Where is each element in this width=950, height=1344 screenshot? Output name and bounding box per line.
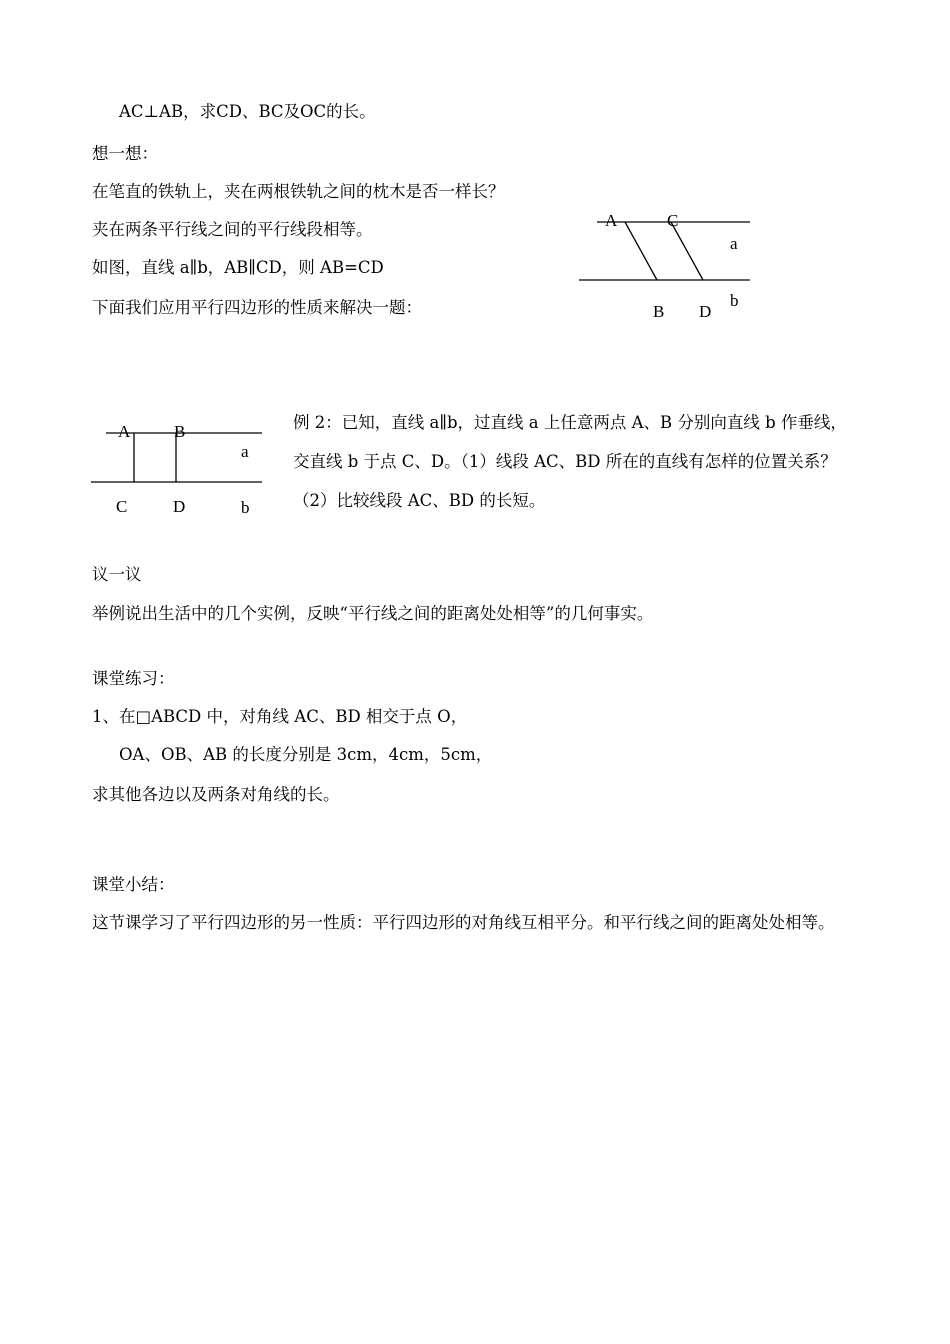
practice-item-1: 1、在□ABCD 中，对角线 AC、BD 相交于点 O， <box>92 707 468 726</box>
think-question: 在笔直的铁轨上，夹在两根铁轨之间的枕木是否一样长？ <box>92 182 505 201</box>
fig2-label-B: B <box>174 422 186 441</box>
figure-perpendicular-segments <box>88 415 268 525</box>
fig2-label-A: A <box>118 422 131 441</box>
discuss-heading: 议一议 <box>92 565 142 584</box>
figure-statement: 如图，直线 a∥b，AB∥CD，则 AB=CD <box>92 258 384 277</box>
fig1-label-C: C <box>667 211 679 230</box>
summary-text: 这节课学习了平行四边形的另一性质：平行四边形的对角线互相平分。和平行线之间的距离处处相等。 <box>92 913 835 932</box>
fig1-label-D: D <box>699 302 712 321</box>
think-heading: 想一想： <box>92 144 158 163</box>
intro-to-example: 下面我们应用平行四边形的性质来解决一题： <box>92 298 422 317</box>
problem-continuation: AC⊥AB，求CD、BC及OC的长。 <box>119 102 376 121</box>
example-2-text: 例 2：已知，直线 a∥b，过直线 a 上任意两点 A、B 分别向直线 b 作垂线，交直线 b 于点 C、D。（1）线段 AC、BD 所在的直线有怎样的位置关系？（2）比较线段 AC、BD 的长短。 <box>293 413 847 510</box>
practice-item-1-given: OA、OB、AB 的长度分别是 3cm，4cm，5cm， <box>119 745 493 764</box>
fig2-label-D: D <box>173 497 186 516</box>
parallel-segments-statement: 夹在两条平行线之间的平行线段相等。 <box>92 220 373 239</box>
fig2-label-a: a <box>241 442 249 461</box>
fig1-label-B: B <box>653 302 665 321</box>
practice-item-1-question: 求其他各边以及两条对角线的长。 <box>92 785 340 804</box>
practice-heading: 课堂练习： <box>92 669 175 688</box>
fig1-label-a: a <box>730 234 738 253</box>
summary-heading: 课堂小结： <box>92 875 175 894</box>
fig1-label-A: A <box>605 211 618 230</box>
fig2-label-C: C <box>116 497 128 516</box>
discuss-text: 举例说出生活中的几个实例，反映“平行线之间的距离处处相等”的几何事实。 <box>92 604 654 623</box>
fig2-label-b: b <box>241 498 250 517</box>
fig1-label-b: b <box>730 291 739 310</box>
figure-parallelogram-segments <box>575 205 765 325</box>
